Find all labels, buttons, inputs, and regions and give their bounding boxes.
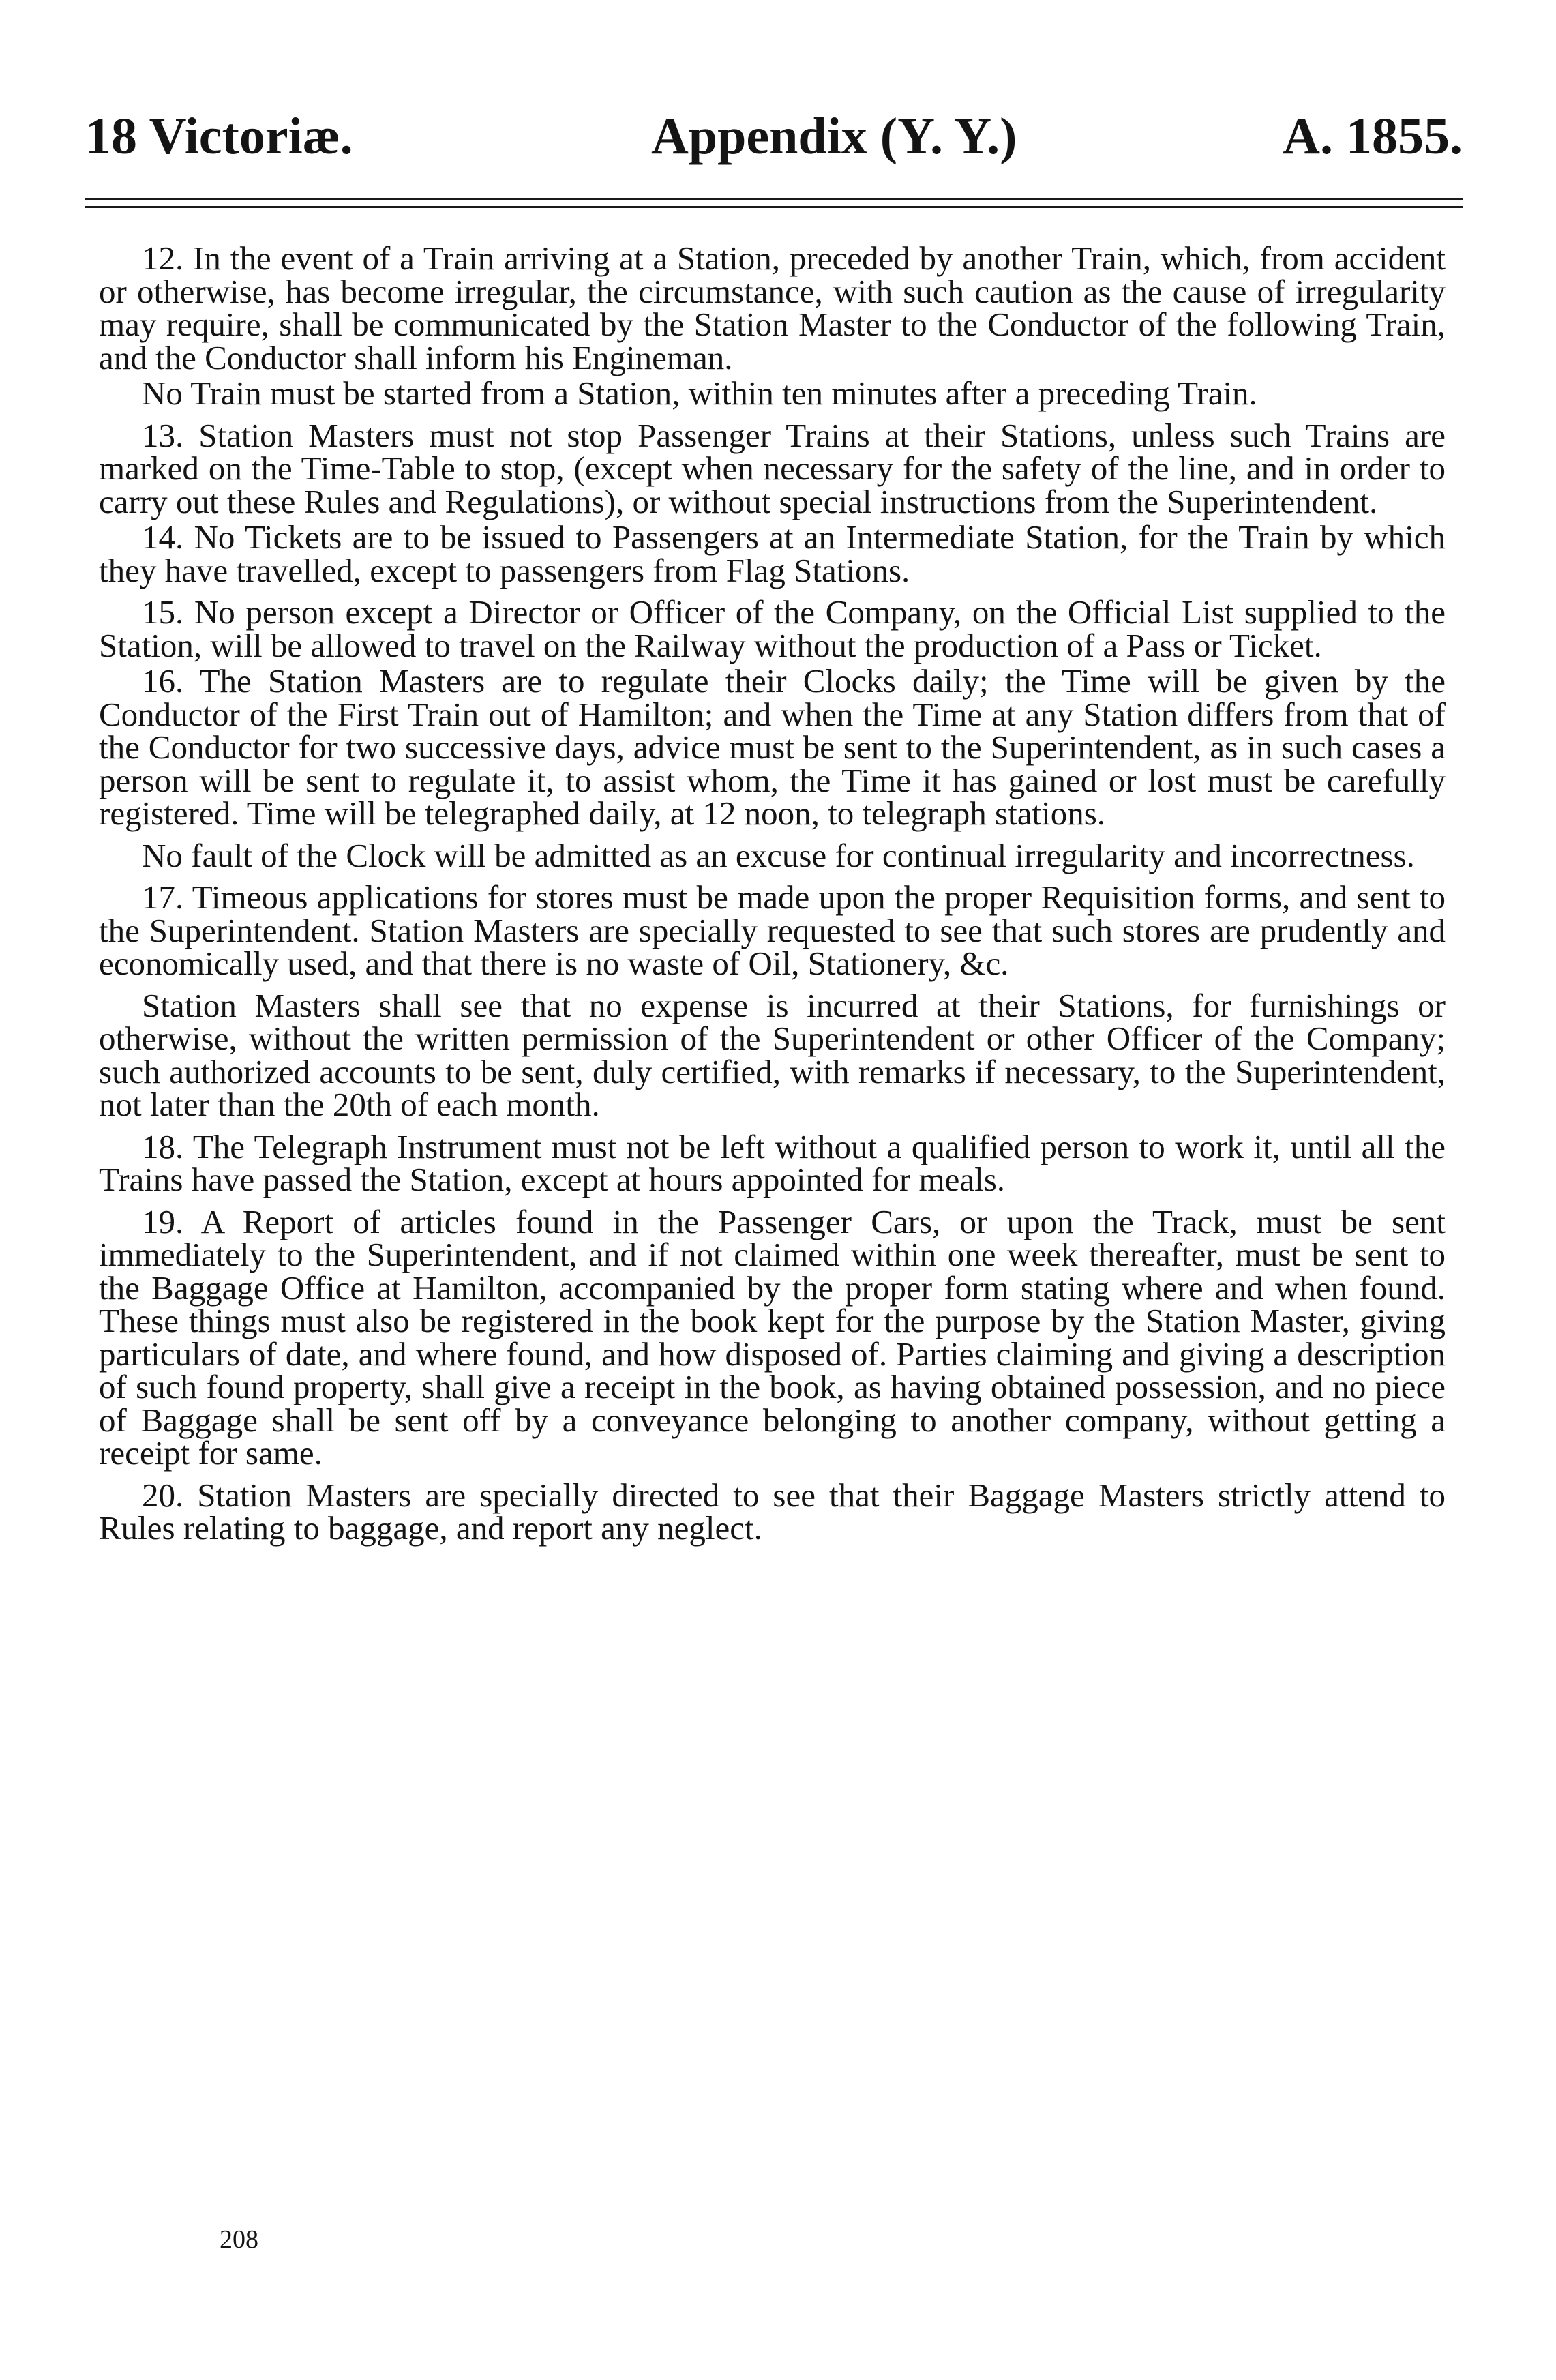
header-session: 18 Victoriæ.	[85, 108, 353, 165]
paragraph-rule-12: 12. In the event of a Train arriving at a Station, preceded by another Train, which, from accident or otherwise, has become irregular, the circumstance, with such caution as the cause of irregularity may require, shall be communicated by the Station Master to the Conductor of the following Train, and the Conductor shall inform his Engineman.	[99, 239, 1446, 376]
header-rule-top	[85, 198, 1463, 200]
paragraph-rule-16-note: No fault of the Clock will be admitted as an excuse for continual irregularity and incorrectness.	[142, 836, 1415, 874]
paragraph-rule-12-note: No Train must be started from a Station, within ten minutes after a preceding Train.	[142, 374, 1257, 412]
document-body	[99, 239, 1446, 1554]
running-header	[85, 106, 1463, 167]
paragraph-rule-14: 14. No Tickets are to be issued to Passengers at an Intermediate Station, for the Train by which they have travelled, except to passengers from Flag Stations.	[99, 518, 1446, 589]
header-rule-bottom	[85, 206, 1463, 208]
paragraph-rule-17: 17. Timeous applications for stores must be made upon the proper Requisition forms, and sent to the Superintendent. Station Masters are specially requested to see that such stores are prudently and economically used, and that there is no waste of Oil, Stationery, &c.	[99, 878, 1446, 982]
paragraph-rule-16: 16. The Station Masters are to regulate their Clocks daily; the Time will be given by the Conductor of the First Train out of Hamilton; and when the Time at any Station differs from that of the Conductor for two successive days, advice must be sent to the Superintendent, as in such cases a person will be sent to regulate it, to assist whom, the Time it has gained or lost must be carefully registered. Time will be telegraphed daily, at 12 noon, to telegraph stations.	[99, 662, 1446, 832]
paragraph-rule-18: 18. The Telegraph Instrument must not be left without a qualified person to work it, until all the Trains have passed the Station, except at hours appointed for meals.	[99, 1127, 1446, 1198]
paragraph-rule-19: 19. A Report of articles found in the Passenger Cars, or upon the Track, must be sent immediately to the Superintendent, and if not claimed within one week thereafter, must be sent to the Baggage Office at Hamilton, accompanied by the proper form stating where and when found. These things must also be registered in the book kept for the purpose by the Station Master, giving particulars of date, and where found, and how disposed of. Parties claiming and giving a description of such found property, shall give a receipt in the book, as having obtained possession, and no piece of Baggage shall be sent off by a conveyance belonging to another company, without getting a receipt for same.	[99, 1202, 1446, 1472]
page-number: 208	[220, 2225, 258, 2254]
header-year: A. 1855.	[1283, 108, 1463, 165]
paragraph-rule-17-note: Station Masters shall see that no expense is incurred at their Stations, for furnishings or otherwise, without the written permission of the Superintendent or other Officer of the Company; such authorized accounts to be sent, duly certified, with remarks if necessary, to the Superintendent, not later than the 20th of each month.	[99, 986, 1446, 1123]
paragraph-rule-20: 20. Station Masters are specially directed to see that their Baggage Masters strictly attend to Rules relating to baggage, and report any neglect.	[99, 1476, 1446, 1547]
paragraph-rule-13: 13. Station Masters must not stop Passenger Trains at their Stations, unless such Trains are marked on the Time-Table to stop, (except when necessary for the safety of the line, and in order to carry out these Rules and Regulations), or without special instructions from the Superintendent.	[99, 416, 1446, 520]
header-appendix: Appendix (Y. Y.)	[651, 108, 1017, 165]
paragraph-rule-15: 15. No person except a Director or Officer of the Company, on the Official List supplied to the Station, will be allowed to travel on the Railway without the production of a Pass or Ticket.	[99, 593, 1446, 664]
